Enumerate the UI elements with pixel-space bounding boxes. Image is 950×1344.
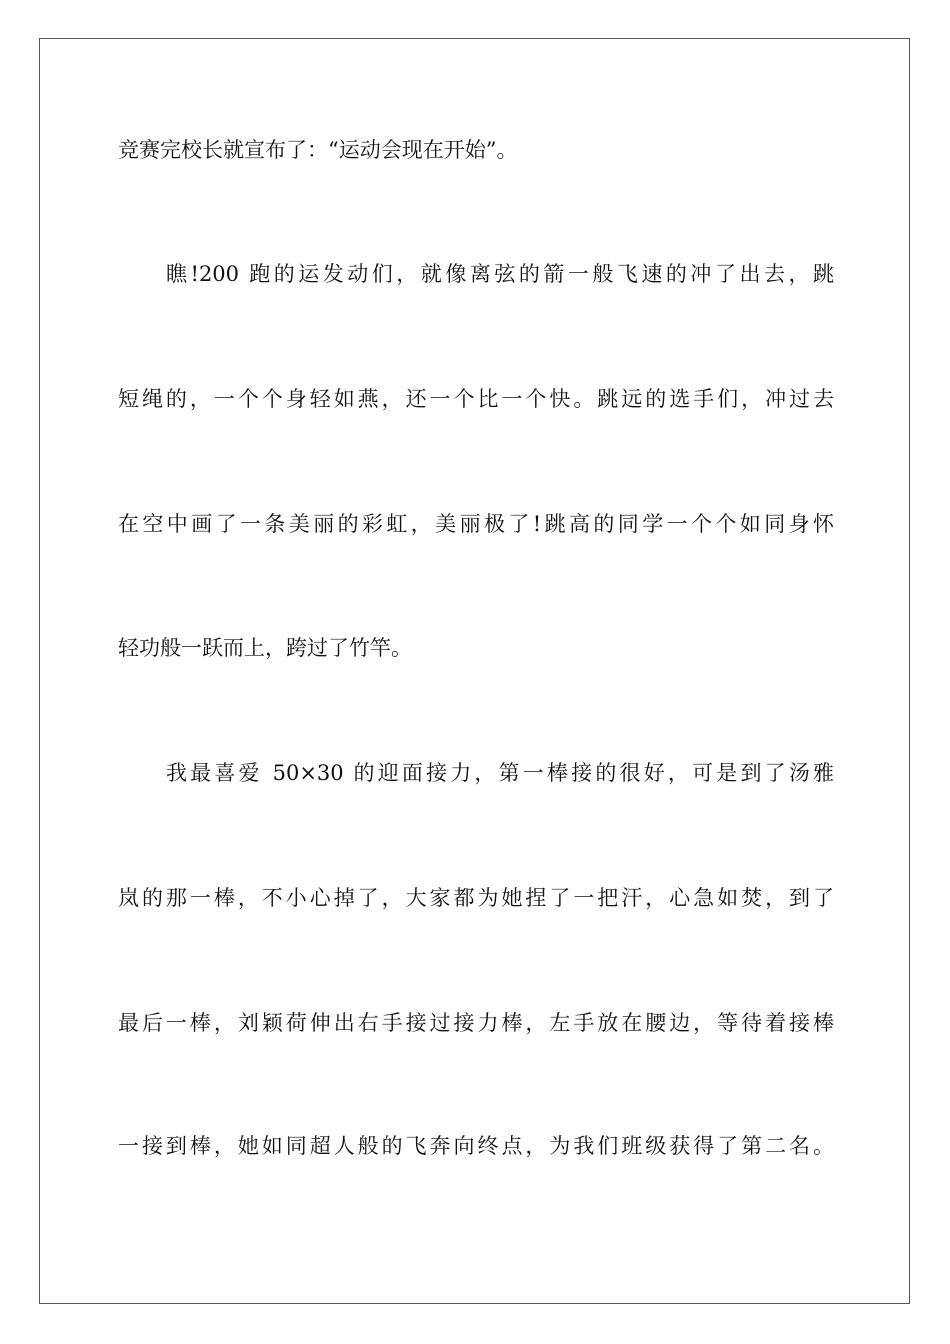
- text-line-1: 竞赛完校长就宣布了：“运动会现在开始”。: [118, 138, 518, 162]
- text-line-4: 在空中画了一条美丽的彩虹，美丽极了!跳高的同学一个个如同身怀: [118, 512, 834, 536]
- text-line-9: 一接到棒，她如同超人般的飞奔向终点，为我们班级获得了第二名。: [118, 1134, 834, 1158]
- text-line-6: 我最喜爱 50×30 的迎面接力，第一棒接的很好，可是到了汤雅: [166, 761, 834, 785]
- text-line-3: 短绳的，一个个身轻如燕，还一个比一个快。跳远的选手们，冲过去: [118, 387, 834, 411]
- text-line-5: 轻功般一跃而上，跨过了竹竿。: [118, 636, 412, 660]
- page-border: [39, 38, 910, 1304]
- text-line-8: 最后一棒，刘颖荷伸出右手接过接力棒，左手放在腰边，等待着接棒: [118, 1011, 834, 1035]
- text-line-2: 瞧!200 跑的运发动们，就像离弦的箭一般飞速的冲了出去，跳: [166, 262, 834, 286]
- text-line-7: 岚的那一棒，不小心掉了，大家都为她捏了一把汗，心急如焚，到了: [118, 886, 834, 910]
